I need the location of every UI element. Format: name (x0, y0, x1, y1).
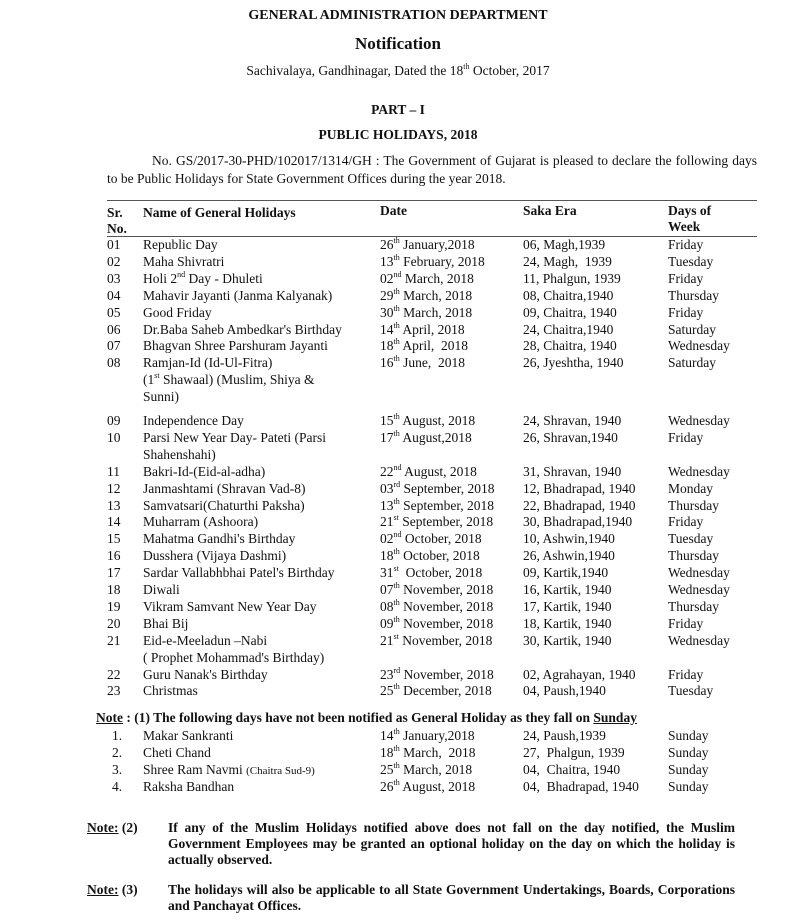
serial-number: 06 (107, 321, 121, 337)
date-suffix: th (393, 412, 400, 421)
name-text: Vikram Samvant New Year Day (143, 598, 317, 614)
date-suffix: rd (393, 479, 401, 489)
serial-number: 01 (107, 237, 121, 252)
name-text: Good Friday (143, 304, 212, 320)
holiday-name (143, 598, 378, 615)
holiday-date (380, 429, 472, 446)
day-of-week: Saturday (668, 321, 716, 337)
holiday-date (380, 778, 475, 795)
day-of-week: Tuesday (668, 683, 714, 699)
date-day: 02 (380, 270, 394, 286)
part-heading: PART – I (371, 102, 425, 117)
holiday-date (380, 581, 493, 598)
holiday-date (380, 304, 472, 321)
name-text: Sardar Vallabhbhai Patel's Birthday (143, 565, 335, 581)
date-rest: March, 2018 (399, 762, 473, 777)
holiday-name (143, 304, 378, 321)
date-suffix: th (393, 744, 400, 753)
date-rest: April, 2018 (399, 338, 468, 354)
date-suffix: st (393, 631, 399, 641)
date-rest: January,2018 (399, 728, 475, 743)
holiday-name (143, 463, 378, 480)
date-suffix: nd (393, 530, 402, 540)
date-suffix: th (393, 581, 400, 590)
header-name: Name of General Holidays (143, 205, 296, 220)
date-day: 13 (380, 497, 394, 513)
date-suffix: nd (393, 462, 402, 472)
header-sr-2: No. (107, 221, 127, 236)
day-of-week: Wednesday (668, 582, 730, 597)
date-day: 18 (380, 548, 394, 564)
name-text: Muharram (Ashoora) (143, 514, 259, 530)
date-day: 09 (380, 615, 394, 631)
day-of-week: Thursday (668, 548, 719, 564)
day-of-week: Thursday (668, 598, 719, 614)
name-text: Samvatsari(Chaturthi Paksha) (143, 497, 305, 513)
name-text: Independence Day (143, 413, 244, 428)
department-heading: GENERAL ADMINISTRATION DEPARTMENT (248, 8, 548, 23)
note2-num: (2) (118, 820, 138, 835)
name-text: Republic Day (143, 237, 218, 252)
date-day: 02 (380, 531, 394, 547)
date-rest: October, 2018 (398, 565, 483, 581)
date-day: 03 (380, 480, 394, 496)
holiday-date (380, 513, 493, 530)
holiday-date (380, 287, 472, 304)
section-heading: PUBLIC HOLIDAYS, 2018 (318, 127, 478, 142)
saka-era-date: 18, Kartik, 1940 (523, 615, 612, 631)
saka-era-date: 04, Chaitra, 1940 (523, 762, 621, 777)
day-of-week: Friday (668, 514, 704, 530)
serial-number: 09 (107, 413, 121, 428)
holiday-name (143, 253, 378, 270)
saka-era-date: 28, Chaitra, 1940 (523, 338, 617, 354)
note3-label (87, 882, 138, 898)
saka-era-date: 26, Jyeshtha, 1940 (523, 355, 624, 371)
date-suffix: th (393, 252, 400, 262)
date-rest: November, 2018 (398, 632, 493, 648)
header-days-2: Week (668, 219, 701, 234)
day-of-week: Sunday (668, 762, 709, 777)
date-rest: June, 2018 (399, 355, 465, 371)
note2-label (87, 820, 138, 836)
name-text: Shawaal) (Muslim, Shiya & (159, 372, 315, 388)
name-text: Maha Shivratri (143, 253, 225, 269)
holiday-name (143, 564, 378, 581)
serial-number: 08 (107, 355, 121, 371)
holiday-date (380, 337, 468, 354)
name-note: (Chaitra Sud-9) (246, 765, 315, 777)
header-date: Date (380, 203, 407, 218)
day-of-week: Sunday (668, 728, 709, 743)
date-suffix: th (393, 320, 400, 330)
serial-number: 07 (107, 338, 121, 354)
date-rest: January,2018 (399, 237, 475, 252)
saka-era-date: 17, Kartik, 1940 (523, 598, 612, 614)
serial-number: 14 (107, 514, 121, 530)
saka-era-date: 27, Phalgun, 1939 (523, 745, 625, 760)
name-text: Mahatma Gandhi's Birthday (143, 531, 296, 547)
date-suffix: th (393, 337, 400, 347)
date-rest: October, 2018 (401, 531, 482, 547)
date-suffix: th (393, 496, 400, 506)
serial-number: 02 (107, 253, 121, 269)
superscript: st (154, 371, 160, 381)
holiday-name (143, 270, 378, 287)
date-day: 23 (380, 666, 394, 682)
name-text: Cheti Chand (143, 745, 211, 760)
saka-era-date: 31, Shravan, 1940 (523, 463, 622, 479)
holiday-date (380, 270, 474, 287)
date-suffix: th (393, 428, 400, 438)
day-of-week: Tuesday (668, 531, 714, 547)
name-text: Raksha Bandhan (143, 779, 235, 794)
serial-number: 04 (107, 287, 121, 303)
dateline-text: Sachivalaya, Gandhinagar, Dated the 18 (246, 63, 464, 78)
dateline (0, 63, 796, 79)
date-day: 26 (380, 779, 394, 794)
holiday-date (380, 236, 475, 253)
serial-number: 18 (107, 582, 121, 597)
holiday-date (380, 744, 475, 761)
date-rest: April, 2018 (399, 321, 465, 337)
date-rest: February, 2018 (399, 253, 485, 269)
saka-era-date: 30, Kartik, 1940 (523, 632, 612, 648)
saka-era-date: 10, Ashwin,1940 (523, 531, 615, 547)
name-text: Ramjan-Id (Id-Ul-Fitra) (143, 355, 273, 371)
name-text: ( Prophet Mohammad's Birthday) (143, 649, 325, 665)
date-rest: August, 2018 (399, 779, 476, 794)
name-text: Diwali (143, 582, 180, 597)
day-of-week: Friday (668, 429, 704, 445)
day-of-week: Wednesday (668, 413, 730, 428)
holiday-name (143, 666, 378, 683)
name-text: Mahavir Jayanti (Janma Kalyanak) (143, 287, 333, 303)
day-of-week: Wednesday (668, 632, 730, 648)
holiday-date (380, 530, 482, 547)
date-rest: August, 2018 (399, 413, 476, 428)
header-sr (107, 205, 127, 237)
date-day: 14 (380, 321, 394, 337)
serial-number: 19 (107, 598, 121, 614)
serial-number: 4. (112, 779, 123, 794)
date-suffix: th (393, 727, 400, 736)
date-suffix: rd (393, 665, 401, 675)
holiday-name (143, 321, 378, 338)
date-day: 08 (380, 598, 394, 614)
day-of-week: Thursday (668, 287, 719, 303)
holiday-date (380, 727, 475, 744)
serial-number: 3. (112, 762, 123, 777)
holiday-date (380, 615, 493, 632)
superscript: nd (177, 269, 186, 279)
date-rest: October, 2018 (399, 548, 480, 564)
saka-era-date: 09, Kartik,1940 (523, 565, 609, 581)
date-rest: September, 2018 (399, 497, 495, 513)
date-day: 16 (380, 355, 394, 371)
saka-era-date: 12, Bhadrapad, 1940 (523, 480, 636, 496)
holiday-name (143, 530, 378, 547)
holiday-date (380, 547, 480, 564)
day-of-week: Friday (668, 666, 704, 682)
holiday-name (143, 744, 378, 761)
holiday-date (380, 564, 482, 581)
dateline-text-end: October, 2017 (469, 63, 550, 78)
holiday-name (143, 412, 378, 429)
header-saka: Saka Era (523, 203, 577, 218)
day-of-week: Friday (668, 615, 704, 631)
saka-era-date: 26, Ashwin,1940 (523, 548, 615, 564)
holiday-name (143, 632, 378, 666)
saka-era-date: 24, Chaitra,1940 (523, 321, 614, 337)
serial-number: 15 (107, 531, 121, 547)
name-text: Christmas (143, 683, 198, 699)
date-day: 21 (380, 514, 394, 530)
name-text: Makar Sankranti (143, 728, 234, 743)
date-rest: August, 2018 (401, 463, 477, 479)
serial-number: 20 (107, 615, 121, 631)
saka-era-date: 02, Agrahayan, 1940 (523, 666, 636, 682)
holiday-name (143, 429, 378, 463)
serial-number: 2. (112, 745, 123, 760)
saka-era-date: 16, Kartik, 1940 (523, 582, 612, 597)
holiday-name (143, 615, 378, 632)
serial-number: 12 (107, 480, 121, 496)
date-day: 21 (380, 632, 394, 648)
holiday-date (380, 321, 465, 338)
name-text: Janmashtami (Shravan Vad-8) (143, 480, 306, 496)
holiday-date (380, 682, 492, 699)
note1-sunday: Sunday (593, 710, 637, 725)
holiday-name (143, 480, 378, 497)
note3-text: The holidays will also be applicable to all State Government Undertakings, Boards, Corporations and Panchayat Offices. (168, 882, 735, 913)
date-suffix: th (393, 236, 400, 245)
serial-number: 16 (107, 548, 121, 564)
header-days-1: Days of (668, 203, 712, 218)
serial-number: 13 (107, 497, 121, 513)
name-text: Dusshera (Vijaya Dashmi) (143, 548, 287, 564)
date-day: 25 (380, 683, 394, 699)
date-rest: November, 2018 (400, 666, 494, 682)
name-text: Dr.Baba Saheb Ambedkar's Birthday (143, 321, 342, 337)
date-suffix: th (393, 303, 400, 313)
day-of-week: Wednesday (668, 338, 730, 354)
date-suffix: th (393, 761, 400, 770)
holiday-date (380, 497, 494, 514)
serial-number: 17 (107, 565, 121, 581)
day-of-week: Monday (668, 480, 713, 496)
name-text: Bhai Bij (143, 615, 189, 631)
note2-text: If any of the Muslim Holidays notified above does not fall on the day notified, the Muslim Government Employees may be granted an optional holiday on the day on which the holiday is actually observed. (168, 820, 735, 867)
note3-num: (3) (118, 882, 138, 897)
name-text: Sunni) (143, 389, 180, 405)
date-day: 07 (380, 582, 394, 597)
date-day: 22 (380, 463, 394, 479)
date-suffix: th (393, 354, 400, 364)
saka-era-date: 24, Paush,1939 (523, 728, 606, 743)
holiday-name (143, 287, 378, 304)
name-text: Holi 2 (143, 270, 178, 286)
date-rest: August,2018 (399, 429, 472, 445)
name-text: Eid-e-Meeladun –Nabi (143, 632, 268, 648)
date-rest: September, 2018 (400, 480, 495, 496)
holiday-name (143, 581, 378, 598)
date-suffix: st (393, 564, 399, 574)
date-rest: September, 2018 (398, 514, 494, 530)
day-of-week: Sunday (668, 745, 709, 760)
date-rest: March, 2018 (399, 745, 476, 760)
date-suffix: th (393, 778, 400, 787)
saka-era-date: 11, Phalgun, 1939 (523, 270, 621, 286)
name-text: Bakri-Id-(Eid-al-adha) (143, 463, 266, 479)
holiday-date (380, 253, 485, 270)
date-suffix: th (393, 597, 400, 607)
date-suffix: st (393, 513, 399, 523)
saka-era-date: 08, Chaitra,1940 (523, 287, 614, 303)
date-suffix: nd (393, 269, 402, 279)
saka-era-date: 24, Magh, 1939 (523, 253, 612, 269)
holiday-name (143, 547, 378, 564)
note1-text: : (1) The following days have not been notified as General Holiday as they fall on (123, 710, 594, 725)
holiday-name (143, 682, 378, 699)
date-day: 18 (380, 338, 394, 354)
holiday-date (380, 463, 477, 480)
saka-era-date: 30, Bhadrapad,1940 (523, 514, 633, 530)
saka-era-date: 04, Bhadrapad, 1940 (523, 779, 639, 794)
note1-heading (96, 710, 637, 726)
dateline-sup: th (463, 62, 470, 71)
day-of-week: Wednesday (668, 463, 730, 479)
serial-number: 03 (107, 270, 121, 286)
date-rest: November, 2018 (399, 598, 494, 614)
date-rest: March, 2018 (399, 304, 473, 320)
date-day: 17 (380, 429, 394, 445)
holiday-date (380, 598, 493, 615)
header-days (668, 203, 711, 235)
serial-number: 21 (107, 632, 121, 648)
holiday-date (380, 354, 465, 371)
saka-era-date: 24, Shravan, 1940 (523, 413, 622, 428)
saka-era-date: 26, Shravan,1940 (523, 429, 618, 445)
date-rest: March, 2018 (401, 270, 474, 286)
date-day: 29 (380, 287, 394, 303)
date-suffix: th (393, 547, 400, 557)
note3-label-text: Note: (87, 882, 119, 897)
saka-era-date: 04, Paush,1940 (523, 683, 606, 699)
date-rest: December, 2018 (399, 683, 492, 699)
serial-number: 11 (107, 463, 120, 479)
date-day: 13 (380, 253, 394, 269)
holiday-name (143, 497, 378, 514)
day-of-week: Tuesday (668, 253, 714, 269)
holiday-name (143, 354, 378, 405)
name-text: Shahenshahi) (143, 446, 216, 462)
day-of-week: Saturday (668, 355, 716, 371)
date-day: 30 (380, 304, 394, 320)
saka-era-date: 06, Magh,1939 (523, 237, 606, 252)
serial-number: 23 (107, 683, 121, 699)
date-suffix: th (393, 614, 400, 624)
intro-paragraph: No. GS/2017-30-PHD/102017/1314/GH : The Government of Gujarat is pleased to declare the following days to be Public Holidays for State Government Offices during the year 2018. (107, 153, 757, 186)
serial-number: 05 (107, 304, 121, 320)
date-suffix: th (393, 682, 400, 692)
serial-number: 1. (112, 728, 123, 743)
holiday-date (380, 480, 495, 497)
holiday-date (380, 632, 492, 649)
holiday-name (143, 337, 378, 354)
name-text: (1 (143, 372, 155, 388)
holiday-name (143, 778, 378, 795)
date-day: 15 (380, 413, 394, 428)
holiday-name (143, 236, 378, 253)
day-of-week: Wednesday (668, 565, 730, 581)
date-rest: November, 2018 (399, 582, 494, 597)
date-suffix: th (393, 286, 400, 296)
day-of-week: Sunday (668, 779, 709, 794)
holiday-name (143, 513, 378, 530)
saka-era-date: 09, Chaitra, 1940 (523, 304, 617, 320)
table-top-rule (107, 200, 757, 201)
date-rest: March, 2018 (399, 287, 473, 303)
holiday-date (380, 761, 472, 778)
document-title: Notification (355, 34, 441, 53)
note2-label-text: Note: (87, 820, 119, 835)
date-day: 31 (380, 565, 394, 581)
holiday-date (380, 412, 475, 429)
day-of-week: Friday (668, 304, 704, 320)
holiday-name (143, 727, 378, 744)
name-text: Shree Ram Navmi (143, 762, 247, 777)
saka-era-date: 22, Bhadrapad, 1940 (523, 497, 636, 513)
day-of-week: Thursday (668, 497, 719, 513)
name-text: Bhagvan Shree Parshuram Jayanti (143, 338, 328, 354)
name-text: Parsi New Year Day- Pateti (Parsi (143, 429, 326, 445)
name-text: Day - Dhuleti (185, 270, 263, 286)
date-day: 14 (380, 728, 394, 743)
note1-label: Note (96, 710, 123, 725)
holiday-date (380, 666, 494, 683)
date-day: 25 (380, 762, 394, 777)
serial-number: 10 (107, 429, 121, 445)
date-day: 26 (380, 237, 394, 252)
day-of-week: Friday (668, 237, 704, 252)
day-of-week: Friday (668, 270, 704, 286)
name-text: Guru Nanak's Birthday (143, 666, 268, 682)
header-sr-1: Sr. (107, 205, 123, 220)
date-day: 18 (380, 745, 394, 760)
date-rest: November, 2018 (399, 615, 494, 631)
serial-number: 22 (107, 666, 121, 682)
